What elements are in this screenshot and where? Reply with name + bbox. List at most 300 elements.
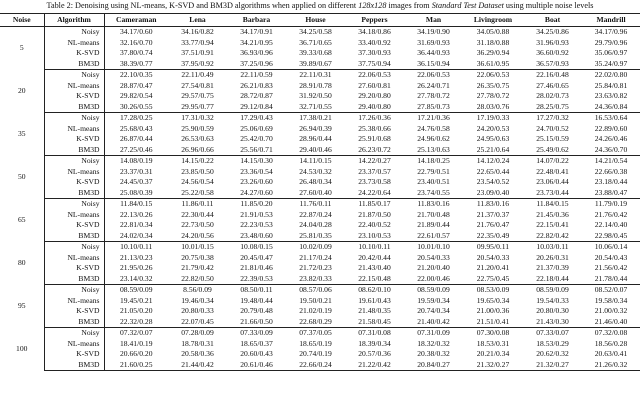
psnr-ssim-cell: 21.87/0.50	[358, 209, 391, 219]
psnr-ssim-cell: 22.48/0.41	[536, 166, 569, 176]
psnr-ssim-cell: 28.02/0.73	[536, 91, 569, 101]
psnr-ssim-cell: 20.74/0.19	[299, 349, 332, 359]
psnr-ssim-cell: 18.56/0.28	[594, 338, 628, 348]
psnr-ssim-cell: 20.60/0.43	[240, 349, 273, 359]
psnr-ssim-cell: 21.45/0.36	[536, 209, 569, 219]
psnr-ssim-cell: 21.91/0.53	[240, 209, 273, 219]
table-row	[0, 124, 640, 135]
psnr-ssim-cell: 23.10/0.53	[345, 231, 404, 242]
psnr-ssim-cell: 33.77/0.94	[181, 37, 214, 47]
psnr-ssim-cell: 24.36/0.70	[582, 145, 640, 156]
psnr-ssim-cell: 20.62/0.32	[536, 349, 569, 359]
psnr-ssim-cell: 14.08/0.19	[120, 156, 153, 166]
psnr-ssim-cell: 34.25/0.58	[299, 27, 332, 37]
psnr-ssim-cell: 14.15/0.22	[181, 156, 214, 166]
psnr-ssim-cell: 27.25/0.46	[104, 145, 168, 156]
algorithm-cell: BM3D	[44, 188, 104, 199]
psnr-ssim-cell: 22.00/0.46	[404, 274, 463, 285]
psnr-ssim-cell: 29.12/0.84	[227, 102, 286, 113]
psnr-ssim-cell: 30.26/0.55	[104, 102, 168, 113]
psnr-ssim-cell: 34.05/0.88	[476, 27, 510, 37]
psnr-ssim-cell: 24.22/0.64	[345, 188, 404, 199]
psnr-ssim-cell: 24.04/0.28	[299, 220, 332, 230]
algorithm-cell: NL-means	[44, 38, 104, 49]
psnr-ssim-cell: 23.37/0.31	[120, 166, 153, 176]
psnr-ssim-cell: 20.45/0.47	[240, 252, 273, 262]
psnr-ssim-cell: 08.53/0.09	[476, 285, 510, 295]
psnr-ssim-cell: 11.85/0.17	[358, 199, 391, 209]
psnr-ssim-cell: 29.57/0.75	[181, 91, 214, 101]
psnr-ssim-cell: 07.37/0.05	[299, 328, 332, 338]
table-row	[0, 199, 640, 210]
psnr-ssim-cell: 20.54/0.43	[594, 252, 628, 262]
psnr-ssim-cell: 22.87/0.24	[299, 209, 332, 219]
psnr-ssim-cell: 27.60/0.81	[358, 80, 391, 90]
psnr-ssim-cell: 21.32/0.27	[523, 360, 582, 371]
psnr-ssim-cell: 10.06/0.14	[594, 242, 628, 252]
psnr-ssim-cell: 24.02/0.34	[104, 231, 168, 242]
psnr-ssim-cell: 22.02/0.80	[594, 70, 628, 80]
algorithm-cell: NL-means	[44, 81, 104, 92]
algorithm-cell: Noisy	[44, 27, 104, 38]
table-row	[0, 177, 640, 188]
psnr-ssim-cell: 31.92/0.50	[299, 91, 332, 101]
psnr-ssim-cell: 22.06/0.53	[417, 70, 450, 80]
psnr-ssim-cell: 27.78/0.72	[417, 91, 450, 101]
psnr-ssim-cell: 07.32/0.07	[120, 328, 153, 338]
table-row	[0, 360, 640, 371]
psnr-ssim-cell: 25.91/0.68	[358, 134, 391, 144]
psnr-ssim-cell: 21.46/0.40	[582, 317, 640, 328]
psnr-ssim-cell: 18.65/0.19	[299, 338, 332, 348]
table-row	[0, 70, 640, 81]
psnr-ssim-cell: 19.65/0.34	[476, 295, 510, 305]
psnr-ssim-cell: 24.96/0.62	[417, 134, 450, 144]
psnr-ssim-cell: 22.35/0.49	[463, 231, 523, 242]
psnr-ssim-cell: 20.54/0.33	[417, 252, 450, 262]
psnr-ssim-cell: 34.18/0.86	[358, 27, 391, 37]
psnr-ssim-cell: 22.15/0.48	[345, 274, 404, 285]
algorithm-cell: BM3D	[44, 274, 104, 285]
caption-prefix: Table 2: Denoising using NL-means, K-SVD and BM3D algorithms when applied on different	[46, 1, 359, 10]
psnr-ssim-cell: 08.59/0.09	[120, 285, 153, 295]
psnr-ssim-cell: 25.42/0.70	[240, 134, 273, 144]
psnr-ssim-cell: 21.02/0.19	[299, 306, 332, 316]
psnr-ssim-cell: 22.79/0.51	[417, 166, 450, 176]
psnr-ssim-cell: 19.48/0.44	[240, 295, 273, 305]
psnr-ssim-cell: 10.01/0.15	[181, 242, 214, 252]
psnr-ssim-cell: 28.87/0.47	[120, 80, 153, 90]
psnr-ssim-cell: 11.83/0.16	[476, 199, 510, 209]
psnr-ssim-cell: 21.43/0.40	[358, 263, 391, 273]
algorithm-cell: BM3D	[44, 360, 104, 371]
psnr-ssim-cell: 31.69/0.93	[417, 37, 450, 47]
psnr-ssim-cell: 36.15/0.94	[404, 59, 463, 70]
psnr-ssim-cell: 26.96/0.66	[168, 145, 227, 156]
header-peppers: Peppers	[345, 14, 404, 27]
psnr-ssim-cell: 26.21/0.83	[240, 80, 273, 90]
algorithm-cell: K-SVD	[44, 134, 104, 145]
psnr-ssim-cell: 24.45/0.37	[120, 177, 153, 187]
algorithm-cell: NL-means	[44, 167, 104, 178]
psnr-ssim-cell: 23.09/0.40	[463, 188, 523, 199]
psnr-ssim-cell: 28.03/0.76	[463, 102, 523, 113]
noise-level-cell: 5	[0, 27, 44, 70]
psnr-ssim-cell: 11.79/0.19	[594, 199, 628, 209]
psnr-ssim-cell: 24.95/0.63	[476, 134, 510, 144]
psnr-ssim-cell: 11.86/0.11	[181, 199, 214, 209]
psnr-ssim-cell: 14.21/0.54	[594, 156, 628, 166]
psnr-ssim-cell: 32.71/0.55	[286, 102, 345, 113]
psnr-ssim-cell: 18.65/0.37	[240, 338, 273, 348]
psnr-ssim-cell: 31.18/0.88	[476, 37, 510, 47]
psnr-ssim-cell: 8.56/0.09	[183, 285, 212, 295]
psnr-ssim-cell: 32.16/0.70	[120, 37, 153, 47]
psnr-ssim-cell: 11.85/0.20	[240, 199, 273, 209]
psnr-ssim-cell: 18.78/0.31	[181, 338, 214, 348]
psnr-ssim-cell: 19.50/0.21	[299, 295, 332, 305]
psnr-ssim-cell: 36.71/0.65	[299, 37, 332, 47]
psnr-ssim-cell: 37.30/0.93	[358, 48, 391, 58]
psnr-ssim-cell: 22.10/0.35	[120, 70, 153, 80]
psnr-ssim-cell: 11.83/0.16	[417, 199, 450, 209]
header-row	[0, 14, 640, 27]
psnr-ssim-cell: 20.42/0.44	[358, 252, 391, 262]
psnr-ssim-cell: 26.24/0.71	[417, 80, 450, 90]
psnr-ssim-cell: 21.05/0.20	[120, 306, 153, 316]
noise-level-cell: 95	[0, 285, 44, 328]
psnr-ssim-cell: 21.89/0.44	[417, 220, 450, 230]
psnr-ssim-cell: 35.06/0.97	[594, 48, 628, 58]
psnr-ssim-cell: 37.80/0.74	[120, 48, 153, 58]
psnr-ssim-cell: 25.56/0.71	[227, 145, 286, 156]
psnr-ssim-cell: 24.20/0.53	[476, 123, 510, 133]
psnr-ssim-cell: 22.07/0.45	[168, 317, 227, 328]
psnr-ssim-cell: 20.54/0.33	[476, 252, 510, 262]
psnr-ssim-cell: 23.14/0.32	[104, 274, 168, 285]
algorithm-cell: K-SVD	[44, 306, 104, 317]
psnr-ssim-cell: 21.17/0.24	[299, 252, 332, 262]
psnr-ssim-cell: 25.68/0.43	[120, 123, 153, 133]
psnr-ssim-cell: 18.53/0.31	[476, 338, 510, 348]
psnr-ssim-cell: 08.57/0.06	[299, 285, 332, 295]
psnr-ssim-cell: 23.40/0.51	[417, 177, 450, 187]
noise-level-cell: 35	[0, 113, 44, 156]
algorithm-cell: NL-means	[44, 210, 104, 221]
psnr-ssim-cell: 07.32/0.08	[594, 328, 628, 338]
psnr-ssim-cell: 21.40/0.42	[404, 317, 463, 328]
table-row	[0, 296, 640, 307]
psnr-ssim-cell: 22.18/0.44	[523, 274, 582, 285]
psnr-ssim-cell: 23.73/0.58	[358, 177, 391, 187]
header-boat: Boat	[523, 14, 582, 27]
psnr-ssim-cell: 34.16/0.82	[181, 27, 214, 37]
psnr-ssim-cell: 17.19/0.33	[476, 113, 510, 123]
psnr-ssim-cell: 20.84/0.27	[404, 360, 463, 371]
psnr-ssim-cell: 25.90/0.59	[181, 123, 214, 133]
header-noise: Noise	[0, 14, 44, 27]
psnr-ssim-cell: 07.31/0.09	[417, 328, 450, 338]
psnr-ssim-cell: 20.58/0.36	[181, 349, 214, 359]
psnr-ssim-cell: 26.94/0.39	[299, 123, 332, 133]
psnr-ssim-cell: 23.73/0.44	[523, 188, 582, 199]
psnr-ssim-cell: 27.54/0.81	[181, 80, 214, 90]
psnr-ssim-cell: 17.28/0.25	[120, 113, 153, 123]
caption-dataset: Standard Test Dataset	[431, 1, 504, 10]
psnr-ssim-cell: 36.29/0.94	[476, 48, 510, 58]
algorithm-cell: Noisy	[44, 199, 104, 210]
psnr-ssim-cell: 24.26/0.46	[594, 134, 628, 144]
psnr-ssim-cell: 34.17/0.60	[120, 27, 153, 37]
psnr-ssim-cell: 08.59/0.09	[536, 285, 569, 295]
algorithm-cell: K-SVD	[44, 220, 104, 231]
psnr-ssim-cell: 18.32/0.32	[417, 338, 450, 348]
psnr-ssim-cell: 14.07/0.22	[536, 156, 569, 166]
psnr-ssim-cell: 21.20/0.40	[417, 263, 450, 273]
psnr-ssim-cell: 22.61/0.57	[404, 231, 463, 242]
psnr-ssim-cell: 27.46/0.65	[536, 80, 569, 90]
psnr-ssim-cell: 20.57/0.36	[358, 349, 391, 359]
psnr-ssim-cell: 07.30/0.08	[476, 328, 510, 338]
psnr-ssim-cell: 21.70/0.48	[417, 209, 450, 219]
psnr-ssim-cell: 26.35/0.75	[476, 80, 510, 90]
psnr-ssim-cell: 23.26/0.60	[240, 177, 273, 187]
psnr-ssim-cell: 21.78/0.44	[582, 274, 640, 285]
table-row	[0, 339, 640, 350]
psnr-ssim-cell: 33.40/0.92	[358, 37, 391, 47]
table-row	[0, 113, 640, 124]
psnr-ssim-cell: 10.02/0.09	[299, 242, 332, 252]
psnr-ssim-cell: 21.79/0.42	[181, 263, 214, 273]
header-house: House	[286, 14, 345, 27]
psnr-ssim-cell: 19.58/0.34	[594, 295, 628, 305]
psnr-ssim-cell: 19.45/0.21	[120, 295, 153, 305]
psnr-ssim-cell: 11.84/0.15	[120, 199, 153, 209]
psnr-ssim-cell: 21.76/0.47	[476, 220, 510, 230]
psnr-ssim-cell: 28.72/0.87	[240, 91, 273, 101]
psnr-ssim-cell: 21.43/0.30	[523, 317, 582, 328]
psnr-ssim-cell: 14.18/0.25	[417, 156, 450, 166]
table-row	[0, 81, 640, 92]
psnr-ssim-cell: 25.81/0.35	[286, 231, 345, 242]
algorithm-cell: NL-means	[44, 296, 104, 307]
psnr-ssim-cell: 24.27/0.60	[227, 188, 286, 199]
psnr-ssim-cell: 21.26/0.32	[582, 360, 640, 371]
psnr-ssim-cell: 22.11/0.31	[299, 70, 332, 80]
psnr-ssim-cell: 22.16/0.48	[536, 70, 569, 80]
table-row	[0, 242, 640, 253]
psnr-ssim-cell: 24.53/0.32	[299, 166, 332, 176]
psnr-ssim-cell: 23.37/0.57	[358, 166, 391, 176]
psnr-ssim-cell: 25.84/0.81	[594, 80, 628, 90]
psnr-ssim-cell: 29.20/0.80	[358, 91, 391, 101]
psnr-ssim-cell: 21.51/0.41	[463, 317, 523, 328]
psnr-ssim-cell: 17.21/0.36	[417, 113, 450, 123]
psnr-ssim-cell: 21.22/0.42	[345, 360, 404, 371]
psnr-ssim-cell: 21.95/0.26	[120, 263, 153, 273]
psnr-ssim-cell: 27.85/0.73	[404, 102, 463, 113]
psnr-ssim-cell: 28.91/0.78	[299, 80, 332, 90]
algorithm-cell: K-SVD	[44, 177, 104, 188]
psnr-ssim-cell: 34.19/0.90	[417, 27, 450, 37]
psnr-ssim-cell: 19.54/0.33	[536, 295, 569, 305]
psnr-ssim-cell: 21.00/0.36	[476, 306, 510, 316]
psnr-ssim-cell: 20.38/0.32	[417, 349, 450, 359]
table-row	[0, 91, 640, 102]
psnr-ssim-cell: 22.06/0.53	[476, 70, 510, 80]
psnr-ssim-cell: 16.53/0.64	[594, 113, 628, 123]
table-row	[0, 349, 640, 360]
psnr-ssim-cell: 25.21/0.64	[463, 145, 523, 156]
psnr-ssim-cell: 21.66/0.50	[227, 317, 286, 328]
psnr-ssim-cell: 22.06/0.53	[358, 70, 391, 80]
psnr-ssim-cell: 23.18/0.44	[594, 177, 628, 187]
psnr-ssim-cell: 20.80/0.30	[536, 306, 569, 316]
psnr-ssim-cell: 22.30/0.44	[181, 209, 214, 219]
psnr-ssim-cell: 23.63/0.82	[594, 91, 628, 101]
psnr-ssim-cell: 37.95/0.92	[168, 59, 227, 70]
psnr-ssim-cell: 20.79/0.48	[240, 306, 273, 316]
algorithm-cell: BM3D	[44, 317, 104, 328]
psnr-ssim-cell: 29.40/0.80	[345, 102, 404, 113]
header-cameraman: Cameraman	[104, 14, 168, 27]
psnr-ssim-cell: 07.31/0.08	[358, 328, 391, 338]
table-row	[0, 263, 640, 274]
psnr-ssim-cell: 10.10/0.11	[358, 242, 391, 252]
psnr-ssim-cell: 21.37/0.37	[476, 209, 510, 219]
psnr-ssim-cell: 36.57/0.93	[523, 59, 582, 70]
psnr-ssim-cell: 29.40/0.46	[286, 145, 345, 156]
psnr-ssim-cell: 14.11/0.15	[299, 156, 332, 166]
psnr-ssim-cell: 19.46/0.34	[181, 295, 214, 305]
psnr-ssim-cell: 22.15/0.41	[536, 220, 569, 230]
table-row	[0, 253, 640, 264]
psnr-ssim-cell: 08.62/0.10	[358, 285, 391, 295]
psnr-ssim-cell: 09.95/0.11	[476, 242, 510, 252]
table-row	[0, 285, 640, 296]
table-row	[0, 220, 640, 231]
table-body	[0, 27, 640, 371]
psnr-ssim-cell: 20.61/0.46	[227, 360, 286, 371]
psnr-ssim-cell: 07.33/0.09	[240, 328, 273, 338]
noise-level-cell: 80	[0, 242, 44, 285]
psnr-ssim-cell: 08.50/0.11	[240, 285, 273, 295]
psnr-ssim-cell: 17.26/0.36	[358, 113, 391, 123]
caption-middle: images from	[386, 1, 432, 10]
algorithm-cell: Noisy	[44, 242, 104, 253]
psnr-ssim-cell: 22.13/0.26	[120, 209, 153, 219]
table-row	[0, 102, 640, 113]
psnr-ssim-cell: 21.72/0.23	[299, 263, 332, 273]
psnr-ssim-cell: 18.41/0.19	[120, 338, 153, 348]
header-livingroom: Livingroom	[463, 14, 523, 27]
algorithm-cell: Noisy	[44, 156, 104, 167]
algorithm-cell: K-SVD	[44, 48, 104, 59]
psnr-ssim-cell: 21.44/0.42	[168, 360, 227, 371]
psnr-ssim-cell: 22.23/0.53	[240, 220, 273, 230]
psnr-ssim-cell: 25.49/0.62	[523, 145, 582, 156]
psnr-ssim-cell: 22.66/0.38	[594, 166, 628, 176]
psnr-ssim-cell: 31.96/0.93	[536, 37, 569, 47]
psnr-ssim-cell: 22.40/0.52	[358, 220, 391, 230]
psnr-ssim-cell: 21.56/0.42	[594, 263, 628, 273]
psnr-ssim-cell: 22.82/0.50	[168, 274, 227, 285]
noise-level-cell: 100	[0, 328, 44, 371]
psnr-ssim-cell: 28.25/0.75	[523, 102, 582, 113]
psnr-ssim-cell: 07.28/0.09	[181, 328, 214, 338]
table-row	[0, 188, 640, 199]
algorithm-cell: NL-means	[44, 339, 104, 350]
psnr-ssim-cell: 21.32/0.27	[463, 360, 523, 371]
table-row	[0, 59, 640, 70]
noise-level-cell: 20	[0, 70, 44, 113]
algorithm-cell: K-SVD	[44, 349, 104, 360]
psnr-ssim-cell: 25.13/0.63	[404, 145, 463, 156]
psnr-ssim-cell: 17.29/0.43	[240, 113, 273, 123]
psnr-ssim-cell: 10.10/0.11	[120, 242, 153, 252]
psnr-ssim-cell: 25.38/0.66	[358, 123, 391, 133]
psnr-ssim-cell: 21.81/0.46	[240, 263, 273, 273]
psnr-ssim-cell: 34.17/0.91	[240, 27, 273, 37]
psnr-ssim-cell: 23.74/0.55	[404, 188, 463, 199]
psnr-ssim-cell: 22.98/0.45	[582, 231, 640, 242]
psnr-ssim-cell: 23.82/0.33	[286, 274, 345, 285]
psnr-ssim-cell: 07.33/0.07	[536, 328, 569, 338]
psnr-ssim-cell: 37.51/0.91	[181, 48, 214, 58]
table-row	[0, 231, 640, 242]
psnr-ssim-cell: 36.44/0.93	[417, 48, 450, 58]
psnr-ssim-cell: 17.31/0.32	[181, 113, 214, 123]
psnr-ssim-cell: 14.12/0.24	[476, 156, 510, 166]
psnr-ssim-cell: 14.15/0.30	[240, 156, 273, 166]
psnr-ssim-cell: 21.37/0.39	[536, 263, 569, 273]
psnr-ssim-cell: 11.84/0.15	[536, 199, 569, 209]
psnr-ssim-cell: 20.66/0.20	[120, 349, 153, 359]
psnr-ssim-cell: 25.08/0.39	[104, 188, 168, 199]
algorithm-cell: Noisy	[44, 285, 104, 296]
psnr-ssim-cell: 26.23/0.72	[345, 145, 404, 156]
psnr-ssim-cell: 39.33/0.68	[299, 48, 332, 58]
algorithm-cell: BM3D	[44, 231, 104, 242]
psnr-ssim-cell: 36.61/0.95	[463, 59, 523, 70]
caption-size: 128x128	[358, 1, 387, 10]
psnr-ssim-cell: 14.22/0.27	[358, 156, 391, 166]
psnr-ssim-cell: 37.75/0.94	[345, 59, 404, 70]
psnr-ssim-cell: 22.39/0.53	[227, 274, 286, 285]
results-table	[0, 13, 640, 371]
psnr-ssim-cell: 35.24/0.97	[582, 59, 640, 70]
noise-level-cell: 65	[0, 199, 44, 242]
psnr-ssim-cell: 17.38/0.21	[299, 113, 332, 123]
header-man: Man	[404, 14, 463, 27]
psnr-ssim-cell: 39.89/0.67	[286, 59, 345, 70]
psnr-ssim-cell: 24.56/0.54	[181, 177, 214, 187]
psnr-ssim-cell: 24.76/0.58	[417, 123, 450, 133]
psnr-ssim-cell: 22.32/0.28	[104, 317, 168, 328]
table-row	[0, 145, 640, 156]
table-row	[0, 274, 640, 285]
psnr-ssim-cell: 28.96/0.44	[299, 134, 332, 144]
psnr-ssim-cell: 26.48/0.34	[299, 177, 332, 187]
psnr-ssim-cell: 23.36/0.54	[240, 166, 273, 176]
noise-level-cell: 50	[0, 156, 44, 199]
psnr-ssim-cell: 36.93/0.96	[240, 48, 273, 58]
psnr-ssim-cell: 20.75/0.38	[181, 252, 214, 262]
psnr-ssim-cell: 21.58/0.45	[345, 317, 404, 328]
psnr-ssim-cell: 22.68/0.29	[286, 317, 345, 328]
psnr-ssim-cell: 29.79/0.96	[594, 37, 628, 47]
psnr-ssim-cell: 22.89/0.60	[594, 123, 628, 133]
